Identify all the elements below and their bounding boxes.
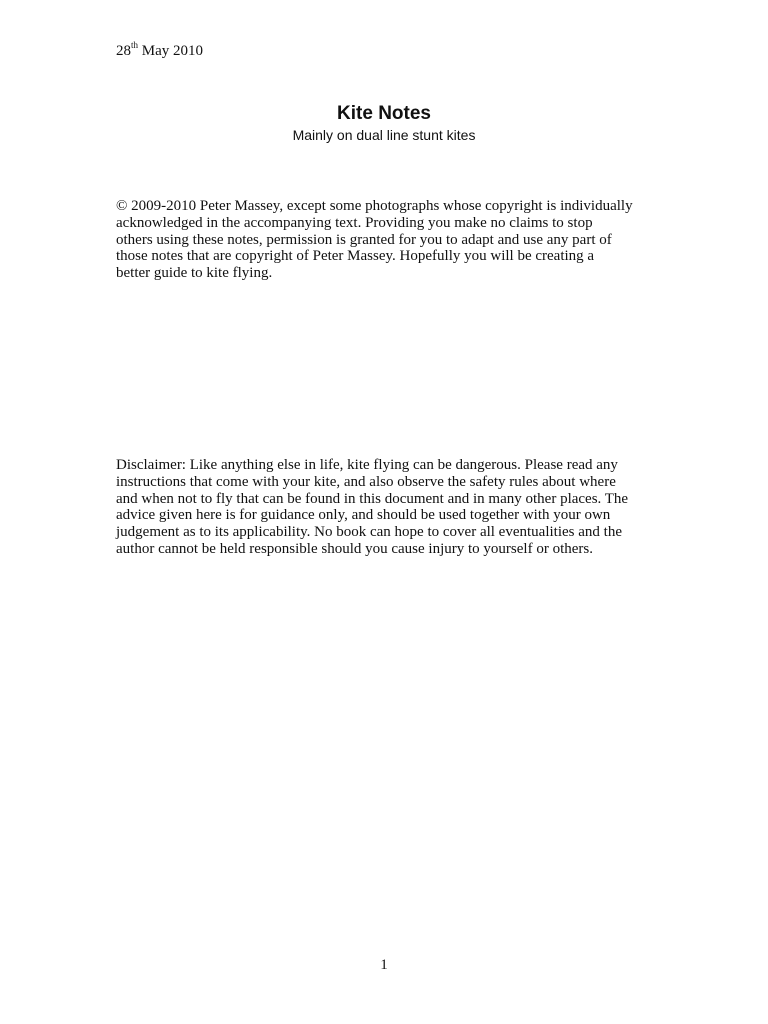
disclaimer-line: author cannot be held responsible should you cause injury to yourself or others. — [116, 540, 593, 557]
page-title: Kite Notes — [337, 103, 431, 124]
copyright-line: those notes that are copyright of Peter Massey. Hopefully you will be creating a — [116, 248, 595, 265]
document-date — [116, 42, 203, 60]
date-day: 28 — [116, 43, 131, 59]
page-number: 1 — [380, 957, 388, 973]
copyright-paragraph — [116, 198, 656, 282]
copyright-line: others using these notes, permission is granted for you to adapt and use any part of — [116, 231, 612, 248]
disclaimer-line: instructions that come with your kite, and also observe the safety rules about where — [116, 473, 616, 490]
page-subtitle: Mainly on dual line stunt kites — [292, 127, 476, 143]
disclaimer-line: judgement as to its applicability. No book can hope to cover all eventualities and the — [116, 524, 622, 541]
disclaimer-paragraph — [116, 457, 656, 558]
copyright-line: acknowledged in the accompanying text. Providing you make no claims to stop — [116, 214, 593, 231]
copyright-line: © 2009-2010 Peter Massey, except some photographs whose copyright is individually — [116, 198, 633, 214]
disclaimer-line: advice given here is for guidance only, and should be used together with your own — [116, 507, 611, 524]
disclaimer-line: Disclaimer: Like anything else in life, kite flying can be dangerous. Please read any — [116, 457, 618, 473]
copyright-line: better guide to kite flying. — [116, 265, 273, 282]
disclaimer-line: and when not to fly that can be found in this document and in many other places. The — [116, 490, 629, 507]
date-ordinal-suffix: th — [131, 40, 139, 50]
date-month-year: May 2010 — [138, 43, 204, 59]
